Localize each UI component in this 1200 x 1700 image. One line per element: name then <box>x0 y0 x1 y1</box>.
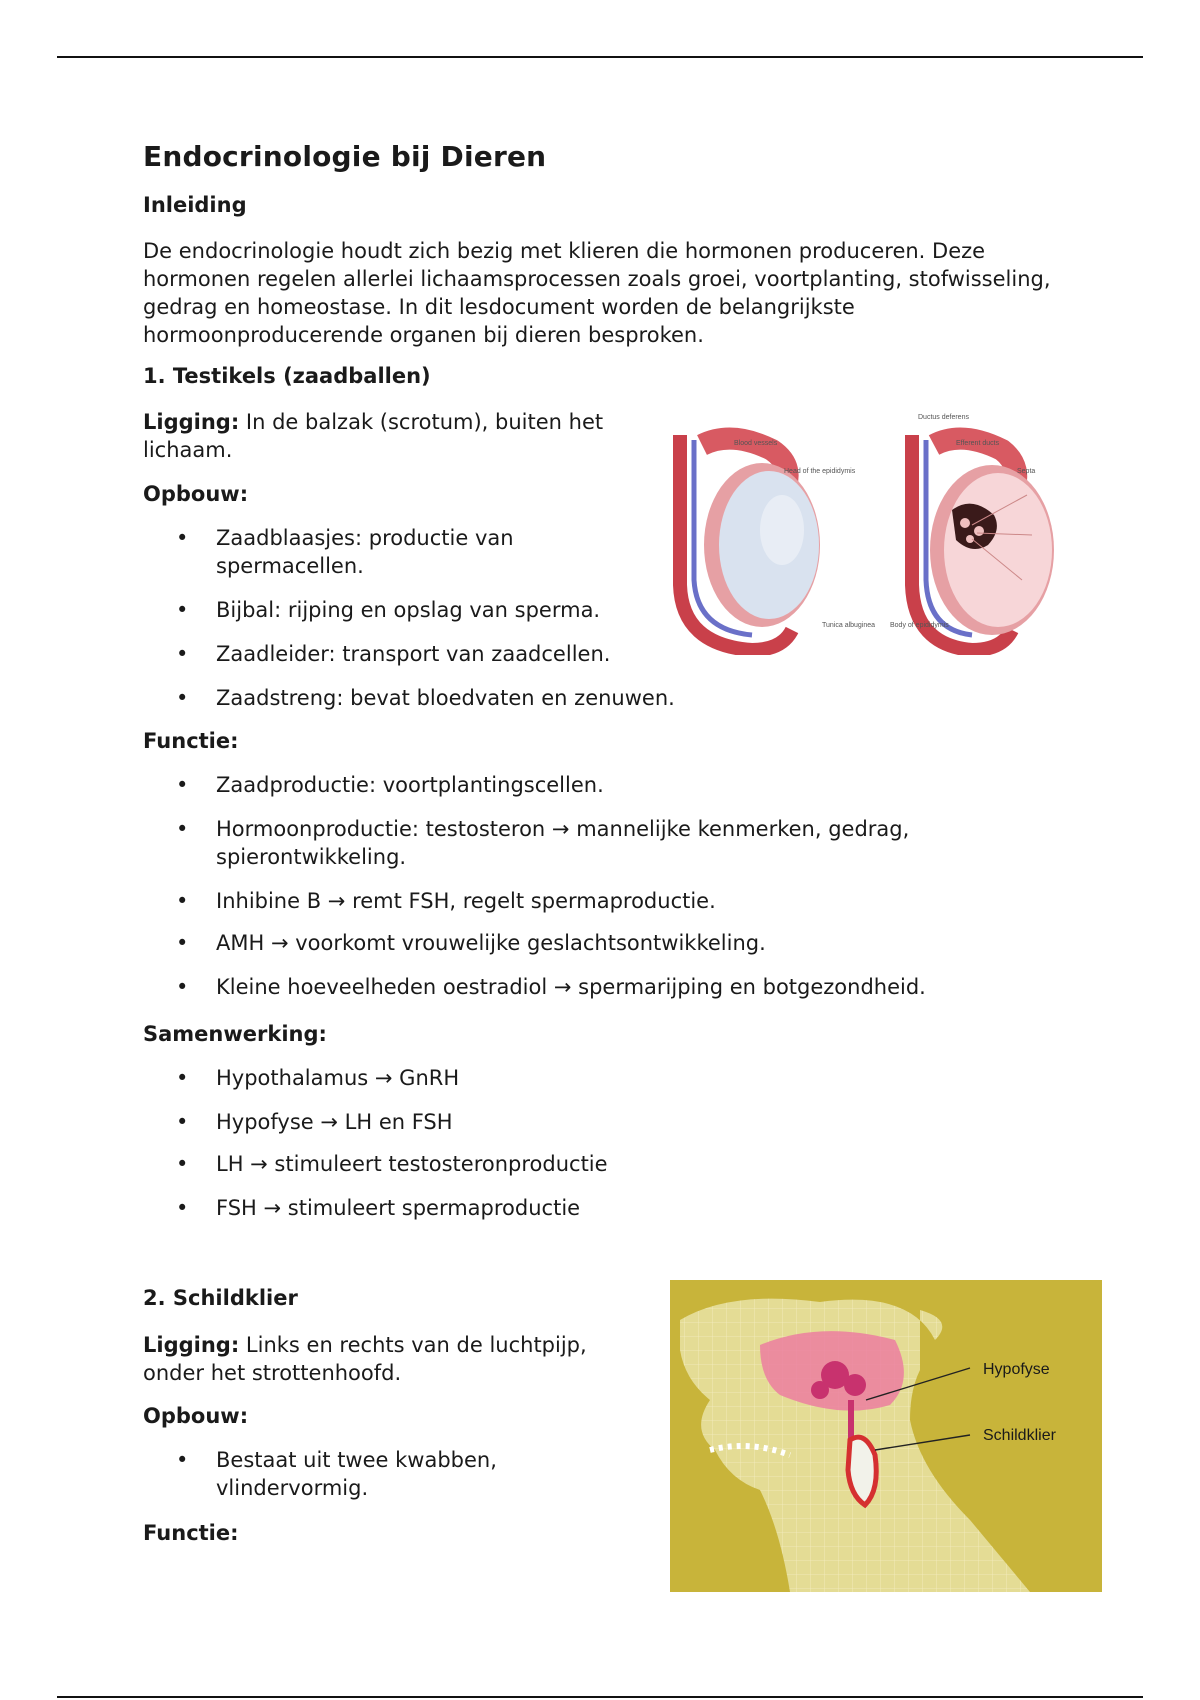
figure-label: Blood vessels <box>734 440 778 447</box>
list-item: • Inhibine B → remt FSH, regelt spermaproductie. <box>143 887 1043 915</box>
figure-label: Head of the epididymis <box>784 468 856 475</box>
top-rule <box>57 56 1143 58</box>
figure-label: Tunica albuginea <box>822 622 876 629</box>
list-item: • Zaadblaasjes: productie van spermacellen. <box>143 524 663 580</box>
list-item: • Hormoonproductie: testosteron → mannelijke kenmerken, gedrag, spierontwikkeling. <box>143 815 976 871</box>
list-item: • Zaadstreng: bevat bloedvaten en zenuwen. <box>143 684 856 712</box>
list-item: • Zaadleider: transport van zaadcellen. <box>143 640 663 668</box>
pituitary-label: Hypofyse <box>983 1361 1050 1378</box>
list-item: • Hypothalamus → GnRH <box>143 1064 843 1092</box>
section1-cooperation-label: Samenwerking: <box>143 1022 327 1046</box>
section1-location <box>143 408 643 464</box>
section1-heading: 1. Testikels (zaadballen) <box>143 364 431 388</box>
section1-function-label: Functie: <box>143 729 239 753</box>
thyroid-illustration <box>670 1280 1102 1592</box>
section2-location <box>143 1331 623 1387</box>
list-item: • Zaadproductie: voortplantingscellen. <box>143 771 1043 799</box>
dog-head-diagram <box>670 1280 1102 1592</box>
figure-label: Ductus deferens <box>918 414 969 421</box>
figure-label: Septa <box>1017 468 1036 475</box>
location-label: Ligging: <box>143 1333 240 1357</box>
section2-structure-label: Opbouw: <box>143 1404 249 1428</box>
location-label: Ligging: <box>143 410 240 434</box>
section1-cooperation-list <box>143 1064 843 1222</box>
list-item: • Bestaat uit twee kwabben, vlindervormig. <box>143 1446 593 1502</box>
page-title: Endocrinologie bij Dieren <box>143 140 547 173</box>
intro-heading: Inleiding <box>143 193 247 217</box>
list-item: • AMH → voorkomt vrouwelijke geslachtsontwikkeling. <box>143 929 1043 957</box>
testis-diagram <box>672 405 1072 655</box>
location-text: In de balzak (scrotum), buiten het lichaam. <box>143 410 604 462</box>
thyroid-label: Schildklier <box>983 1427 1056 1444</box>
location-text: Links en rechts van de luchtpijp, onder het strottenhoofd. <box>143 1333 587 1385</box>
figure-label: Efferent ducts <box>956 440 1000 447</box>
list-item: • Kleine hoeveelheden oestradiol → spermarijping en botgezondheid. <box>143 973 1043 1001</box>
section2-structure-list <box>143 1446 593 1502</box>
section1-structure-label: Opbouw: <box>143 482 249 506</box>
section2-heading: 2. Schildklier <box>143 1286 298 1310</box>
intro-paragraph: De endocrinologie houdt zich bezig met klieren die hormonen produceren. Deze hormonen regelen allerlei lichaamsprocessen zoals groei, voortplanting, stofwisseling, gedrag en homeostase. In dit lesdocument worden de belangrijkste hormoonproducerende organen bij dieren besproken. <box>143 239 1051 347</box>
section1-structure-list <box>143 524 675 712</box>
list-item: • Bijbal: rijping en opslag van sperma. <box>143 596 663 624</box>
bottom-rule <box>57 1696 1143 1698</box>
list-item: • LH → stimuleert testosteronproductie <box>143 1150 843 1178</box>
section1-function-list <box>143 771 1043 1001</box>
testis-illustration <box>672 405 1072 655</box>
list-item: • Hypofyse → LH en FSH <box>143 1108 843 1136</box>
figure-label: Body of epididymis <box>890 622 949 629</box>
list-item: • FSH → stimuleert spermaproductie <box>143 1194 843 1222</box>
section2-function-label: Functie: <box>143 1521 239 1545</box>
